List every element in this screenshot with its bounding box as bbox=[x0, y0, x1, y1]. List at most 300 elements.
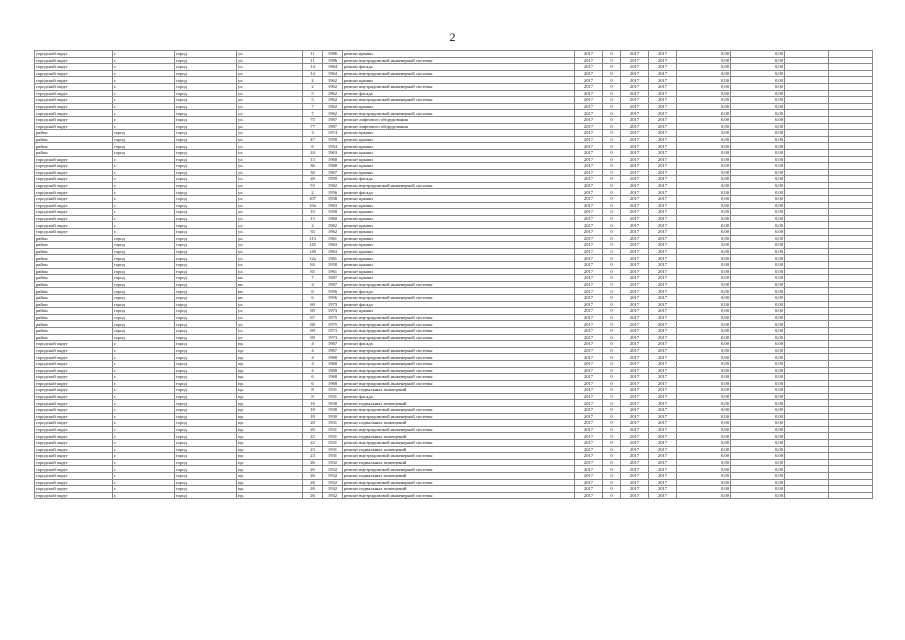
table-cell bbox=[829, 486, 873, 493]
table-cell bbox=[785, 156, 829, 163]
table-cell: ремонт внутридомовой инженерной системы bbox=[343, 110, 575, 117]
table-cell: 2017 bbox=[621, 103, 649, 110]
table-cell: ремонт крыши bbox=[343, 229, 575, 236]
table-cell: 0,00 bbox=[677, 420, 731, 427]
table-cell: 0 bbox=[603, 380, 621, 387]
table-cell: 2017 bbox=[621, 426, 649, 433]
table-cell: 1960 bbox=[323, 156, 343, 163]
table-cell: 0 bbox=[603, 453, 621, 460]
table-cell: 0 bbox=[603, 327, 621, 334]
table-cell: 2017 bbox=[621, 486, 649, 493]
table-cell: ремонт внутридомовой инженерной системы bbox=[343, 426, 575, 433]
table-cell: 0 bbox=[603, 407, 621, 414]
table-row bbox=[35, 103, 873, 110]
table-cell: ремонт фасада bbox=[343, 90, 575, 97]
table-cell: городской округ bbox=[35, 387, 113, 394]
table-cell: город bbox=[113, 321, 175, 328]
table-cell: г. bbox=[113, 209, 175, 216]
table-cell: город bbox=[175, 196, 237, 203]
table-cell: 4 bbox=[303, 367, 323, 374]
table-cell: 2017 bbox=[621, 446, 649, 453]
table-cell: 2017 bbox=[649, 413, 677, 420]
table-cell: ремонт фасада bbox=[343, 176, 575, 183]
table-cell: 7 bbox=[303, 275, 323, 282]
table-cell: 0 bbox=[603, 64, 621, 71]
table-cell: 0 bbox=[603, 281, 621, 288]
table-row bbox=[35, 149, 873, 156]
table-cell: город bbox=[175, 262, 237, 269]
table-cell: 2017 bbox=[575, 341, 603, 348]
table-cell: г. bbox=[113, 400, 175, 407]
table-cell: 11 bbox=[303, 51, 323, 58]
table-cell bbox=[829, 466, 873, 473]
table-cell: 0,00 bbox=[677, 57, 731, 64]
table-cell bbox=[829, 97, 873, 104]
table-cell: 1968 bbox=[323, 380, 343, 387]
table-cell: 2017 bbox=[649, 77, 677, 84]
table-cell: 0,00 bbox=[731, 440, 785, 447]
table-cell: 2017 bbox=[649, 433, 677, 440]
table-cell: 36 bbox=[303, 163, 323, 170]
table-cell: 2017 bbox=[575, 90, 603, 97]
table-row bbox=[35, 90, 873, 97]
table-cell bbox=[785, 110, 829, 117]
table-cell: 0 bbox=[603, 334, 621, 341]
table-cell: ул. bbox=[237, 176, 303, 183]
table-cell: 2017 bbox=[575, 268, 603, 275]
table-cell: 0 bbox=[603, 189, 621, 196]
table-cell bbox=[829, 440, 873, 447]
table-cell bbox=[829, 334, 873, 341]
table-cell: 2017 bbox=[575, 473, 603, 480]
table-cell: ул. bbox=[237, 123, 303, 130]
table-cell: 1930 bbox=[323, 407, 343, 414]
table-cell: город bbox=[175, 110, 237, 117]
table-cell: 0,00 bbox=[731, 235, 785, 242]
table-row bbox=[35, 314, 873, 321]
table-cell: ул. bbox=[237, 103, 303, 110]
table-cell: ул. bbox=[237, 64, 303, 71]
table-cell: город bbox=[175, 327, 237, 334]
table-cell: 1968 bbox=[323, 163, 343, 170]
table-cell: 0 bbox=[603, 492, 621, 499]
table-cell: городской округ bbox=[35, 426, 113, 433]
table-cell: город bbox=[175, 77, 237, 84]
table-cell: 1932 bbox=[323, 479, 343, 486]
table-cell: 22 bbox=[303, 433, 323, 440]
table-cell: 2017 bbox=[575, 130, 603, 137]
table-cell: район bbox=[35, 136, 113, 143]
table-cell: городской округ bbox=[35, 446, 113, 453]
table-cell bbox=[785, 123, 829, 130]
table-cell: 2017 bbox=[649, 176, 677, 183]
table-cell: городской округ bbox=[35, 492, 113, 499]
table-cell: 2017 bbox=[649, 248, 677, 255]
table-cell: 0 bbox=[603, 314, 621, 321]
table-cell: город bbox=[175, 288, 237, 295]
table-cell: 0,00 bbox=[677, 466, 731, 473]
table-cell: 2017 bbox=[575, 169, 603, 176]
table-row bbox=[35, 182, 873, 189]
table-cell: 1932 bbox=[323, 486, 343, 493]
table-cell bbox=[829, 387, 873, 394]
table-cell: 2017 bbox=[575, 103, 603, 110]
table-cell: 2017 bbox=[621, 57, 649, 64]
table-row bbox=[35, 275, 873, 282]
table-cell: 0,00 bbox=[731, 143, 785, 150]
table-cell: 0,00 bbox=[677, 360, 731, 367]
table-cell: 2017 bbox=[621, 97, 649, 104]
table-cell: город bbox=[175, 83, 237, 90]
table-cell: 5 bbox=[303, 90, 323, 97]
table-cell: 16 bbox=[303, 400, 323, 407]
table-cell bbox=[829, 367, 873, 374]
table-row bbox=[35, 57, 873, 64]
table-row bbox=[35, 123, 873, 130]
table-cell: городской округ bbox=[35, 110, 113, 117]
table-cell: 0,00 bbox=[731, 308, 785, 315]
table-row bbox=[35, 215, 873, 222]
table-cell: городской округ bbox=[35, 169, 113, 176]
table-cell: 2017 bbox=[621, 433, 649, 440]
table-cell: 0,00 bbox=[677, 294, 731, 301]
table-cell: 107 bbox=[303, 196, 323, 203]
table-cell: район bbox=[35, 255, 113, 262]
table-cell bbox=[785, 57, 829, 64]
table-cell bbox=[829, 446, 873, 453]
table-cell bbox=[829, 169, 873, 176]
table-cell: 0,00 bbox=[731, 459, 785, 466]
table-cell: ул. bbox=[237, 130, 303, 137]
table-cell: 0 bbox=[603, 473, 621, 480]
table-cell: г. bbox=[113, 374, 175, 381]
table-cell: 2017 bbox=[575, 433, 603, 440]
table-cell: г. bbox=[113, 380, 175, 387]
table-cell: 2017 bbox=[649, 182, 677, 189]
table-cell: 2017 bbox=[575, 301, 603, 308]
table-cell: 0,00 bbox=[677, 473, 731, 480]
table-cell: 1974 bbox=[323, 130, 343, 137]
table-cell: 1959 bbox=[323, 176, 343, 183]
table-cell: 1932 bbox=[323, 466, 343, 473]
table-cell: 0 bbox=[603, 57, 621, 64]
table-cell: 2017 bbox=[649, 209, 677, 216]
table-cell: 0,00 bbox=[677, 169, 731, 176]
table-cell: 2017 bbox=[649, 143, 677, 150]
table-cell: ремонт внутридомовой инженерной системы bbox=[343, 83, 575, 90]
table-cell: 35 bbox=[303, 229, 323, 236]
table-cell: 2017 bbox=[649, 262, 677, 269]
table-cell: 14 bbox=[303, 70, 323, 77]
table-cell: ул. bbox=[237, 156, 303, 163]
table-cell bbox=[829, 426, 873, 433]
table-cell: 2017 bbox=[575, 143, 603, 150]
table-cell: 2017 bbox=[575, 374, 603, 381]
table-cell: район bbox=[35, 281, 113, 288]
table-cell: 1958 bbox=[323, 209, 343, 216]
table-cell: 0,00 bbox=[677, 479, 731, 486]
table-cell: 0,00 bbox=[731, 136, 785, 143]
table-cell: город bbox=[175, 433, 237, 440]
table-cell: город bbox=[175, 202, 237, 209]
table-cell bbox=[829, 163, 873, 170]
table-cell: 0,00 bbox=[731, 163, 785, 170]
table-cell: 0,00 bbox=[731, 123, 785, 130]
table-cell: 0,00 bbox=[731, 149, 785, 156]
table-cell bbox=[785, 459, 829, 466]
table-cell: г. bbox=[113, 176, 175, 183]
table-cell: 4 bbox=[303, 360, 323, 367]
table-cell: 0,00 bbox=[677, 235, 731, 242]
table-cell: городской округ bbox=[35, 64, 113, 71]
table-cell bbox=[785, 222, 829, 229]
table-cell: 0,00 bbox=[677, 255, 731, 262]
table-cell: 2017 bbox=[649, 268, 677, 275]
table-cell: 0,00 bbox=[677, 446, 731, 453]
table-cell: 0,00 bbox=[731, 156, 785, 163]
table-cell: 0,00 bbox=[731, 374, 785, 381]
table-cell: 2017 bbox=[649, 64, 677, 71]
table-cell: 1962 bbox=[323, 229, 343, 236]
table-cell: пр. bbox=[237, 354, 303, 361]
table-cell: 2017 bbox=[575, 222, 603, 229]
table-cell: 2017 bbox=[575, 492, 603, 499]
table-cell: ремонт крыши bbox=[343, 149, 575, 156]
table-cell: 2017 bbox=[575, 387, 603, 394]
table-cell: 1968 bbox=[323, 374, 343, 381]
table-cell bbox=[829, 288, 873, 295]
table-cell: 0,00 bbox=[677, 176, 731, 183]
table-row bbox=[35, 255, 873, 262]
table-cell: город bbox=[175, 182, 237, 189]
table-cell: 0,00 bbox=[677, 400, 731, 407]
table-cell: 2017 bbox=[621, 163, 649, 170]
table-cell bbox=[785, 453, 829, 460]
table-cell: 0 bbox=[603, 242, 621, 249]
table-cell: ремонт крыши bbox=[343, 77, 575, 84]
table-cell bbox=[829, 360, 873, 367]
table-cell: ул. bbox=[237, 83, 303, 90]
table-cell bbox=[785, 229, 829, 236]
table-cell: г. bbox=[113, 347, 175, 354]
table-cell: город bbox=[175, 255, 237, 262]
table-cell: 0 bbox=[603, 149, 621, 156]
table-row bbox=[35, 235, 873, 242]
table-cell: город bbox=[113, 288, 175, 295]
table-cell: 0 bbox=[603, 360, 621, 367]
table-cell: г. bbox=[113, 182, 175, 189]
table-cell: 2017 bbox=[575, 83, 603, 90]
table-cell: 0,00 bbox=[677, 229, 731, 236]
table-cell: 4 bbox=[303, 281, 323, 288]
table-cell: 2017 bbox=[649, 446, 677, 453]
table-cell: ремонт крыши bbox=[343, 143, 575, 150]
table-cell: г. bbox=[113, 103, 175, 110]
table-cell: г. bbox=[113, 360, 175, 367]
table-row bbox=[35, 380, 873, 387]
table-cell: 1956 bbox=[323, 288, 343, 295]
table-row bbox=[35, 136, 873, 143]
table-cell bbox=[785, 426, 829, 433]
table-cell: 13 bbox=[303, 156, 323, 163]
table-cell: город bbox=[175, 453, 237, 460]
table-row bbox=[35, 281, 873, 288]
table-cell: 2017 bbox=[575, 255, 603, 262]
table-cell: 1968 bbox=[323, 360, 343, 367]
table-cell: 2017 bbox=[575, 321, 603, 328]
table-cell: ремонт внутридомовой инженерной системы bbox=[343, 440, 575, 447]
table-cell: ремонт крыши bbox=[343, 51, 575, 58]
table-cell: район bbox=[35, 321, 113, 328]
table-cell: 26 bbox=[303, 466, 323, 473]
table-cell: город bbox=[175, 374, 237, 381]
table-cell: район bbox=[35, 248, 113, 255]
table-cell: ул. bbox=[237, 262, 303, 269]
table-cell: 2017 bbox=[621, 90, 649, 97]
table-cell bbox=[829, 57, 873, 64]
table-cell: город bbox=[175, 354, 237, 361]
table-cell: 2017 bbox=[621, 196, 649, 203]
table-cell bbox=[829, 393, 873, 400]
table-cell: город bbox=[175, 70, 237, 77]
table-cell bbox=[829, 189, 873, 196]
table-cell: пр. bbox=[237, 360, 303, 367]
table-cell: кв. bbox=[237, 281, 303, 288]
table-cell: 2017 bbox=[649, 215, 677, 222]
table-cell: 2017 bbox=[621, 314, 649, 321]
table-cell: город bbox=[113, 262, 175, 269]
table-cell: 0 bbox=[603, 130, 621, 137]
table-cell: 1931 bbox=[323, 453, 343, 460]
table-cell: 0,00 bbox=[677, 374, 731, 381]
table-cell: 0,00 bbox=[677, 440, 731, 447]
table-cell: 2017 bbox=[621, 64, 649, 71]
table-cell: район bbox=[35, 327, 113, 334]
table-cell: городской округ bbox=[35, 202, 113, 209]
table-cell bbox=[829, 235, 873, 242]
table-cell bbox=[785, 321, 829, 328]
table-cell: 2017 bbox=[575, 486, 603, 493]
table-cell: 0 bbox=[603, 176, 621, 183]
table-cell: ул. bbox=[237, 215, 303, 222]
table-cell: 2017 bbox=[575, 380, 603, 387]
table-cell: городской округ bbox=[35, 222, 113, 229]
table-cell: 0 bbox=[603, 308, 621, 315]
table-cell: город bbox=[175, 466, 237, 473]
table-cell bbox=[785, 268, 829, 275]
table-cell: 2017 bbox=[575, 209, 603, 216]
table-cell: городской округ bbox=[35, 116, 113, 123]
table-cell: 2017 bbox=[575, 426, 603, 433]
table-cell: 0,00 bbox=[731, 453, 785, 460]
table-cell: 1968 bbox=[323, 354, 343, 361]
table-cell: 0,00 bbox=[677, 327, 731, 334]
table-cell: 2017 bbox=[649, 440, 677, 447]
table-cell: ул. bbox=[237, 163, 303, 170]
table-row bbox=[35, 83, 873, 90]
table-cell: 2017 bbox=[621, 262, 649, 269]
table-cell: 6 bbox=[303, 374, 323, 381]
table-cell: г. bbox=[113, 116, 175, 123]
table-cell: 2017 bbox=[649, 360, 677, 367]
table-cell: городской округ bbox=[35, 407, 113, 414]
table-cell: 0,00 bbox=[731, 314, 785, 321]
table-cell: 6 bbox=[303, 288, 323, 295]
table-cell: городской округ bbox=[35, 97, 113, 104]
table-cell: 2017 bbox=[575, 51, 603, 58]
table-cell: 2017 bbox=[621, 136, 649, 143]
table-row bbox=[35, 143, 873, 150]
table-cell: ремонт внутридомовой инженерной системы bbox=[343, 413, 575, 420]
table-cell: город bbox=[175, 123, 237, 130]
table-cell: 1956 bbox=[323, 294, 343, 301]
table-cell: 0,00 bbox=[731, 341, 785, 348]
table-cell: пр. bbox=[237, 420, 303, 427]
table-cell: ул. bbox=[237, 327, 303, 334]
table-cell: 1962 bbox=[323, 77, 343, 84]
table-cell: 0,00 bbox=[731, 83, 785, 90]
table-cell: 2017 bbox=[621, 242, 649, 249]
table-cell: 0,00 bbox=[677, 136, 731, 143]
table-cell: ремонт подвальных помещений bbox=[343, 420, 575, 427]
table-cell: 0 bbox=[603, 136, 621, 143]
table-cell: 2017 bbox=[649, 70, 677, 77]
table-cell: ремонт крыши bbox=[343, 169, 575, 176]
table-cell bbox=[785, 163, 829, 170]
table-cell bbox=[785, 77, 829, 84]
table-cell: 2017 bbox=[649, 426, 677, 433]
table-cell bbox=[829, 492, 873, 499]
table-cell bbox=[785, 440, 829, 447]
table-cell: 2017 bbox=[621, 51, 649, 58]
table-cell: ул. bbox=[237, 202, 303, 209]
table-row bbox=[35, 169, 873, 176]
table-cell: городской округ bbox=[35, 196, 113, 203]
table-cell: пр. bbox=[237, 446, 303, 453]
table-cell: городской округ bbox=[35, 70, 113, 77]
table-cell bbox=[829, 420, 873, 427]
table-row bbox=[35, 301, 873, 308]
table-cell: 0,00 bbox=[677, 433, 731, 440]
table-cell: кв. bbox=[237, 294, 303, 301]
table-cell bbox=[785, 275, 829, 282]
table-cell: 2017 bbox=[575, 275, 603, 282]
table-cell: городской округ bbox=[35, 57, 113, 64]
table-cell: 0,00 bbox=[677, 347, 731, 354]
table-cell: 2017 bbox=[649, 288, 677, 295]
table-cell: 1931 bbox=[323, 446, 343, 453]
table-cell: 69 bbox=[303, 334, 323, 341]
table-cell: 14 bbox=[303, 64, 323, 71]
table-cell: город bbox=[175, 143, 237, 150]
table-cell: 2017 bbox=[575, 367, 603, 374]
table-row bbox=[35, 64, 873, 71]
table-cell bbox=[785, 83, 829, 90]
table-cell: 0,00 bbox=[731, 248, 785, 255]
table-cell: 2017 bbox=[649, 459, 677, 466]
table-cell: 2017 bbox=[621, 473, 649, 480]
table-cell: 0,00 bbox=[731, 400, 785, 407]
table-row bbox=[35, 407, 873, 414]
table-cell: 0,00 bbox=[731, 347, 785, 354]
table-cell: 2017 bbox=[649, 156, 677, 163]
table-cell: ремонт внутридомовой инженерной системы bbox=[343, 466, 575, 473]
table-cell: городской округ bbox=[35, 486, 113, 493]
table-cell: 1962 bbox=[323, 110, 343, 117]
table-cell: 1956 bbox=[323, 189, 343, 196]
table-cell bbox=[785, 202, 829, 209]
table-cell: 2017 bbox=[649, 479, 677, 486]
